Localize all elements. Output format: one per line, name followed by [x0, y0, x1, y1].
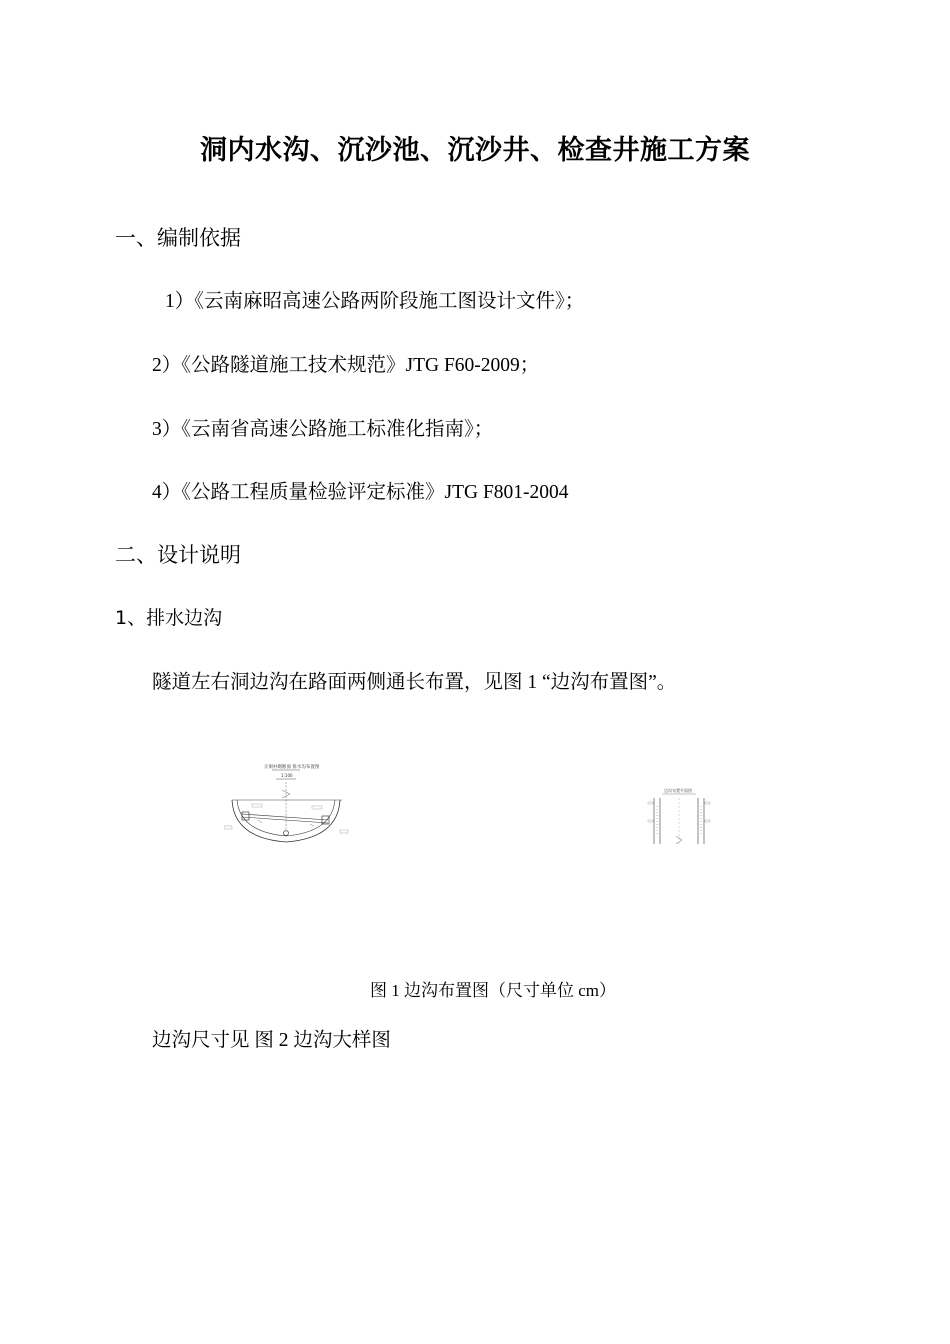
tunnel-cross-section-drawing	[224, 760, 360, 848]
basis-item-2: 2）《公路隧道施工技术规范》JTG F60-2009；	[152, 355, 540, 376]
ditch-plan-drawing	[646, 786, 716, 848]
basis-item-4: 4）《公路工程质量检验评定标准》JTG F801-2004	[152, 482, 569, 503]
cross-section-title: 正洞衬砌断面 排水沟布置图	[264, 765, 320, 770]
plan-title: 边沟布置平面图	[664, 788, 692, 793]
ditch-paragraph: 隧道左右洞边沟在路面两侧通长布置，见图 1 “边沟布置图”。	[152, 672, 677, 693]
figure-1-caption: 图 1 边沟布置图（尺寸单位 cm）	[370, 981, 617, 1000]
subsection-heading-ditch: 1、排水边沟	[115, 607, 223, 629]
basis-item-1: 1）《云南麻昭高速公路两阶段施工图设计文件》；	[165, 291, 585, 312]
ditch-size-reference: 边沟尺寸见 图 2 边沟大样图	[152, 1030, 391, 1051]
section-heading-basis: 一、编制依据	[115, 226, 241, 250]
section-heading-design: 二、设计说明	[115, 543, 241, 567]
document-title: 洞内水沟、沉沙池、沉沙井、检查井施工方案	[200, 135, 750, 165]
basis-item-3: 3）《云南省高速公路施工标准化指南》；	[152, 419, 494, 440]
cross-section-scale: 1:100	[281, 773, 293, 778]
